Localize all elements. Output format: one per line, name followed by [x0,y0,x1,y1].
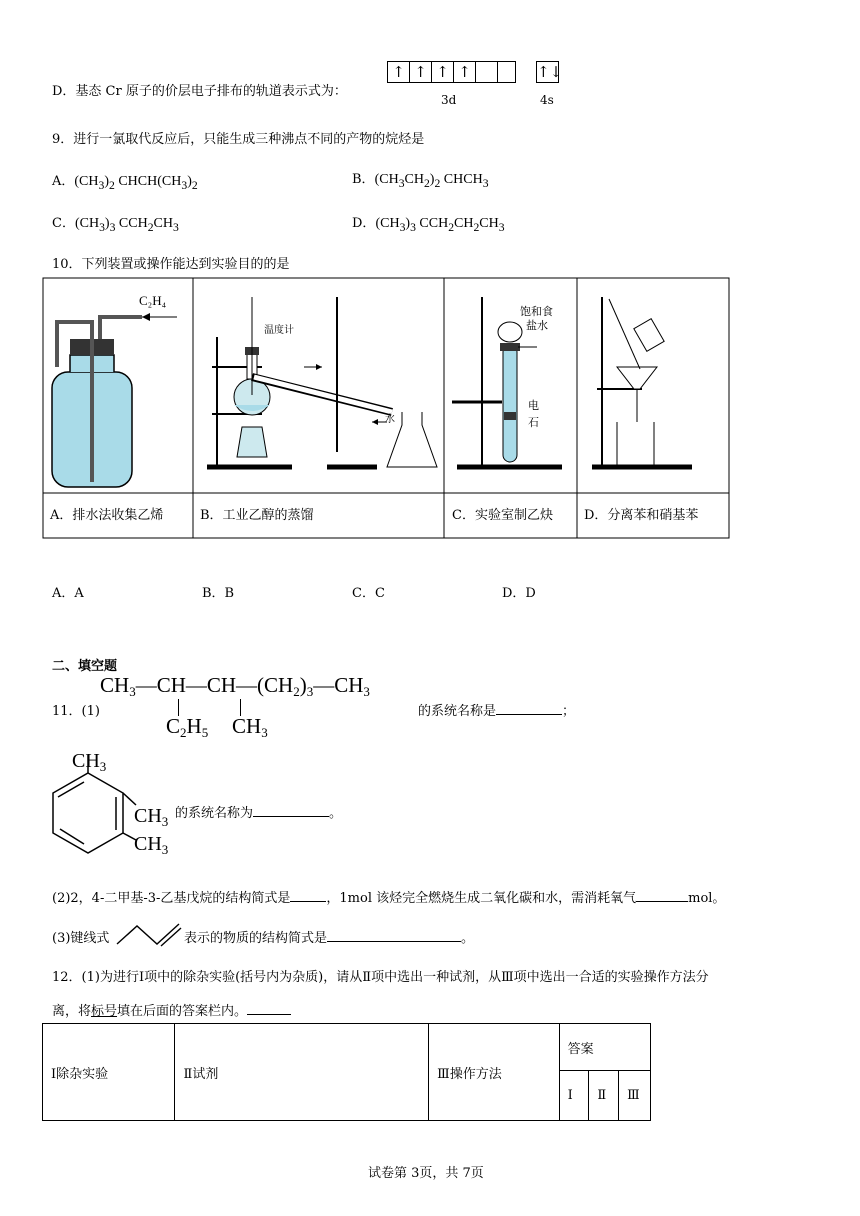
q10-answer-c: C．C [352,586,385,601]
caption-a: A．排水法收集乙烯 [50,508,164,523]
caption-d: D．分离苯和硝基苯 [584,508,699,523]
orbital-3d-box: ↑ ↑ ↑ ↑ [387,61,516,83]
q12-table [42,1023,651,1121]
table-subheader-i: Ⅰ [559,1071,589,1121]
q11-skeletal-formula [115,920,183,948]
q10-answer-a: A．A [52,586,84,601]
q11-number: 11．(1) [52,704,100,719]
q11-substituent-ethyl: $C_2H_5$ [166,714,209,740]
svg-text:CH3: $CH_3$ [134,805,169,829]
label-carbide-2: 石 [528,416,539,429]
label-c2h4: C₂H₄ [139,293,167,308]
q10-apparatus-table [42,277,730,539]
q10-answer-b: B．B [202,586,235,601]
q12-line2: 离，将标号填在后面的答案栏内。 [52,1000,291,1019]
q11-part3: 表示的物质的结构简式是 。 [184,927,474,946]
table-subheader-iii: Ⅲ [619,1071,651,1121]
table-header-reagent: Ⅱ试剂 [175,1024,429,1121]
figure-a-gas-bottle [52,313,177,487]
q8-option-d: D．基态 Cr 原子的价层电子排布的轨道表示式为： [52,84,347,99]
table-subheader-ii: Ⅱ [589,1071,619,1121]
orbital-4s-box: ↑↓ [537,63,563,81]
q9-option-b: B．$(CH_3CH_2)_2$ $CHCH_3$ [352,172,489,190]
label-brine-2: 盐水 [526,319,548,332]
q11-trimethylbenzene [48,745,178,860]
q9-option-d: D．$(CH_3)_3$ $CCH_2CH_2CH_3$ [352,216,505,234]
svg-text:CH3: $CH_3$ [134,833,169,857]
q11-structural-formula: $CH_3—CH—CH—(CH_2)_3—CH_3$ [100,673,370,699]
q9-option-a: A．$(CH_3)_2$ $CHCH(CH_3)_2$ [52,174,198,192]
q10-stem: 10．下列装置或操作能达到实验目的的是 [52,257,290,272]
table-header-removal: Ⅰ除杂实验 [43,1024,175,1121]
orbital-3d-label: 3d [441,93,457,107]
q11-part2: (2)2，4-二甲基-3-乙基戊烷的结构简式是 ，1mol 该烃完全燃烧生成二氧化碳和水，需消耗氧气 mol。 [52,887,725,906]
svg-text:CH3: $CH_3$ [72,750,107,774]
q10-answer-d: D．D [502,586,536,601]
label-brine-1: 饱和食 [520,305,553,318]
label-carbide-1: 电 [528,399,539,412]
q11-part1: 的系统名称是 ； [418,700,575,719]
figure-d-funnel [592,297,692,467]
label-thermometer: 温度计 [264,325,294,336]
figure-b-distillation [207,297,437,467]
table-header-method: Ⅲ操作方法 [429,1024,559,1121]
q12-line1: 12．(1)为进行Ⅰ项中的除杂实验(括号内为杂质)，请从Ⅱ项中选出一种试剂，从Ⅲ项中选出一合适的实验操作方法分 [52,970,709,985]
q11-part1b: 的系统名称为 。 [175,802,342,821]
q11-part3-prefix: (3)键线式 [52,931,110,946]
table-header-answer: 答案 [559,1024,650,1071]
label-water: 水 [385,414,395,425]
caption-c: C．实验室制乙炔 [452,508,553,523]
section-2-title: 二、填空题 [52,659,118,674]
q11-substituent-methyl: $CH_3$ [232,714,268,740]
q9-stem: 9．进行一氯取代反应后，只能生成三种沸点不同的产物的烷烃是 [52,132,425,147]
orbital-4s-label: 4s [540,93,554,107]
page-footer: 试卷第 3页，共 7页 [368,1166,484,1181]
caption-b: B．工业乙醇的蒸馏 [200,508,314,523]
q9-option-c: C．$(CH_3)_3$ $CCH_2CH_3$ [52,216,179,234]
